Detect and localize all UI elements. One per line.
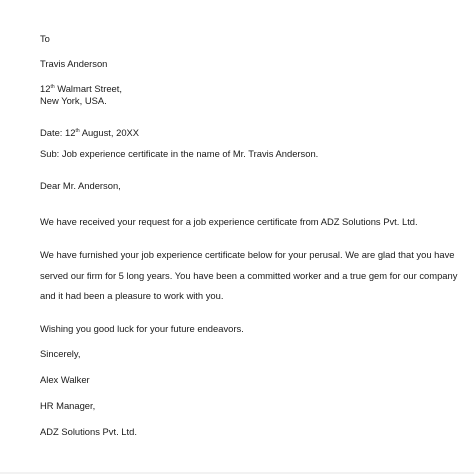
wishes-line: Wishing you good luck for your future endeavors. [40,323,244,334]
date-prefix: Date: 12 [40,127,76,138]
address-street: Walmart Street, [54,83,122,94]
address-line-2: New York, USA. [40,95,107,106]
signer-name: Alex Walker [40,374,90,385]
letter-date [40,127,139,139]
to-label: To [40,33,50,44]
subject-line: Sub: Job experience certificate in the name of Mr. Travis Anderson. [40,148,319,159]
signer-title: HR Manager, [40,400,96,411]
address-number: 12 [40,83,51,94]
date-suffix: th [75,128,80,134]
paragraph-2-line-1: We have furnished your job experience certificate below for your perusal. We are glad that you have [40,249,455,260]
paragraph-2-line-3: and it had been a pleasure to work with you. [40,290,224,301]
signer-company: ADZ Solutions Pvt. Ltd. [40,426,137,437]
address-number-suffix: th [50,84,55,90]
address-line-1 [40,83,122,95]
recipient-name: Travis Anderson [40,58,108,69]
date-rest: August, 20XX [79,127,140,138]
closing: Sincerely, [40,348,81,359]
salutation: Dear Mr. Anderson, [40,180,121,191]
paragraph-2-line-2: served our firm for 5 long years. You have been a committed worker and a true gem for our company [40,270,458,281]
paragraph-1: We have received your request for a job experience certificate from ADZ Solutions Pvt. Ltd. [40,216,418,227]
